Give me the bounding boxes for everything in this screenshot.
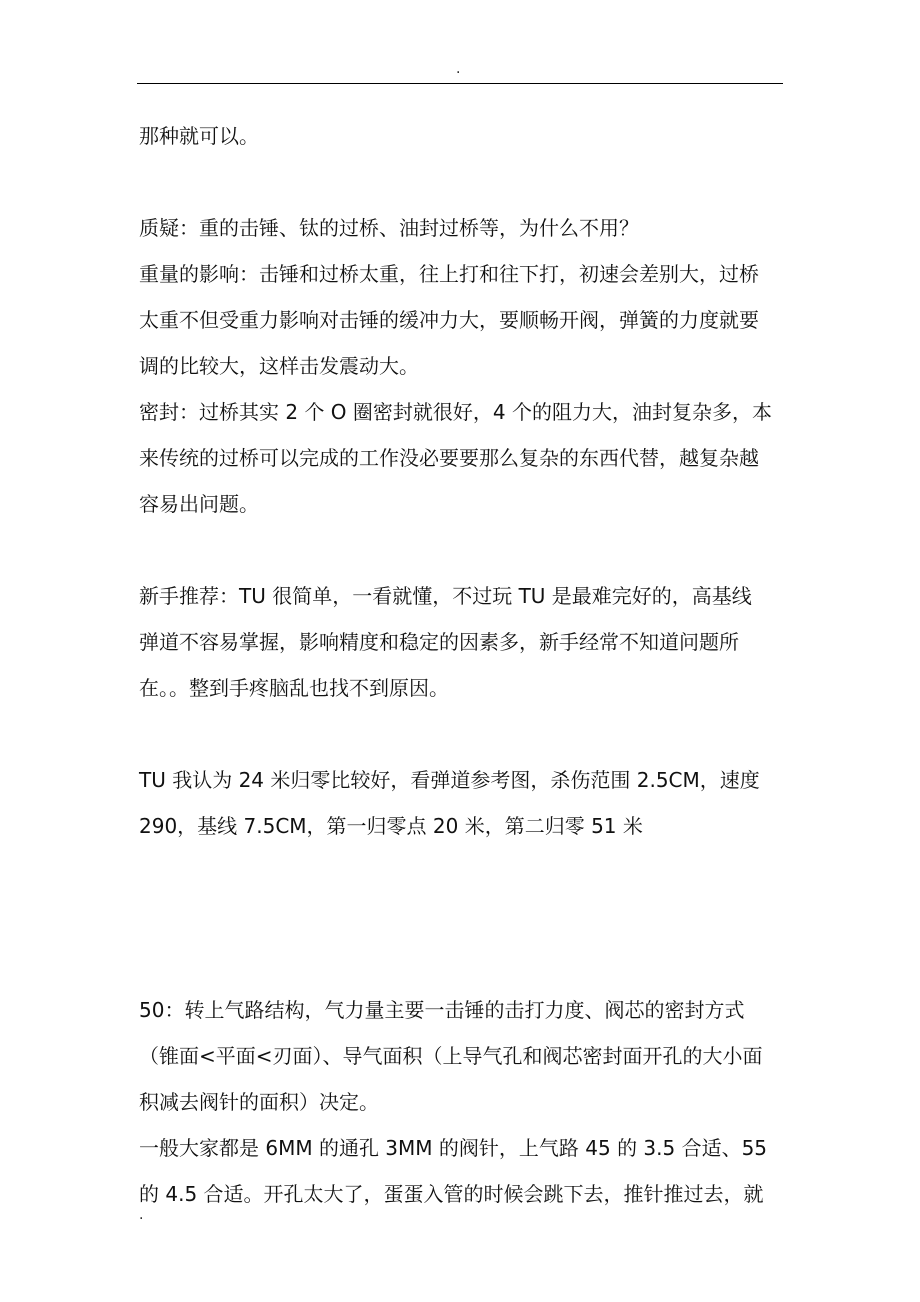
text-line: 太重不但受重力影响对击锤的缓冲力大，要顺畅开阀，弹簧的力度就要 xyxy=(139,308,759,332)
text-line: 容易出问题。 xyxy=(139,492,259,516)
header-rule xyxy=(137,83,783,84)
text-line: 一般大家都是 6MM 的通孔 3MM 的阀针，上气路 45 的 3.5 合适、55 xyxy=(139,1136,768,1160)
text-line: （锥面<平面<刃面）、导气面积（上导气孔和阀芯密封面开孔的大小面 xyxy=(139,1044,763,1068)
text-line: 那种就可以。 xyxy=(139,124,259,148)
paragraph-3 xyxy=(139,251,787,389)
text-line: 290，基线 7.5CM，第一归零点 20 米，第二归零 51 米 xyxy=(139,814,643,838)
paragraph-gap xyxy=(139,159,787,205)
header-mark: . xyxy=(456,61,461,77)
paragraph-gap xyxy=(139,849,787,987)
text-line: 的 4.5 合适。开孔太大了，蛋蛋入管的时候会跳下去，推针推过去，就 xyxy=(139,1182,764,1206)
footer-mark: . xyxy=(139,1207,144,1223)
paragraph-6 xyxy=(139,757,787,849)
text-line: 密封：过桥其实 2 个 O 圈密封就很好，4 个的阻力大，油封复杂多，本 xyxy=(139,400,772,424)
paragraph-gap xyxy=(139,527,787,573)
text-line: 调的比较大，这样击发震动大。 xyxy=(139,354,419,378)
text-line: 来传统的过桥可以完成的工作没必要要那么复杂的东西代替，越复杂越 xyxy=(139,446,759,470)
paragraph-gap xyxy=(139,711,787,757)
text-line: 50：转上气路结构，气力量主要一击锤的击打力度、阀芯的密封方式 xyxy=(139,998,745,1022)
paragraph-2 xyxy=(139,205,787,251)
paragraph-4 xyxy=(139,389,787,527)
paragraph-5 xyxy=(139,573,787,711)
text-line: 积减去阀针的面积）决定。 xyxy=(139,1090,379,1114)
text-line: 弹道不容易掌握，影响精度和稳定的因素多，新手经常不知道问题所 xyxy=(139,630,739,654)
paragraph-1 xyxy=(139,113,787,159)
paragraph-7 xyxy=(139,987,787,1125)
document-body xyxy=(139,113,787,1217)
text-line: 在。。整到手疼脑乱也找不到原因。 xyxy=(139,676,449,700)
text-line: 重量的影响：击锤和过桥太重，往上打和往下打，初速会差别大，过桥 xyxy=(139,262,759,286)
text-line: 新手推荐：TU 很简单，一看就懂，不过玩 TU 是最难完好的，高基线 xyxy=(139,584,752,608)
text-line: TU 我认为 24 米归零比较好，看弹道参考图，杀伤范围 2.5CM，速度 xyxy=(139,768,760,792)
paragraph-8 xyxy=(139,1125,787,1217)
text-line: 质疑：重的击锤、钛的过桥、油封过桥等，为什么不用？ xyxy=(139,216,639,240)
